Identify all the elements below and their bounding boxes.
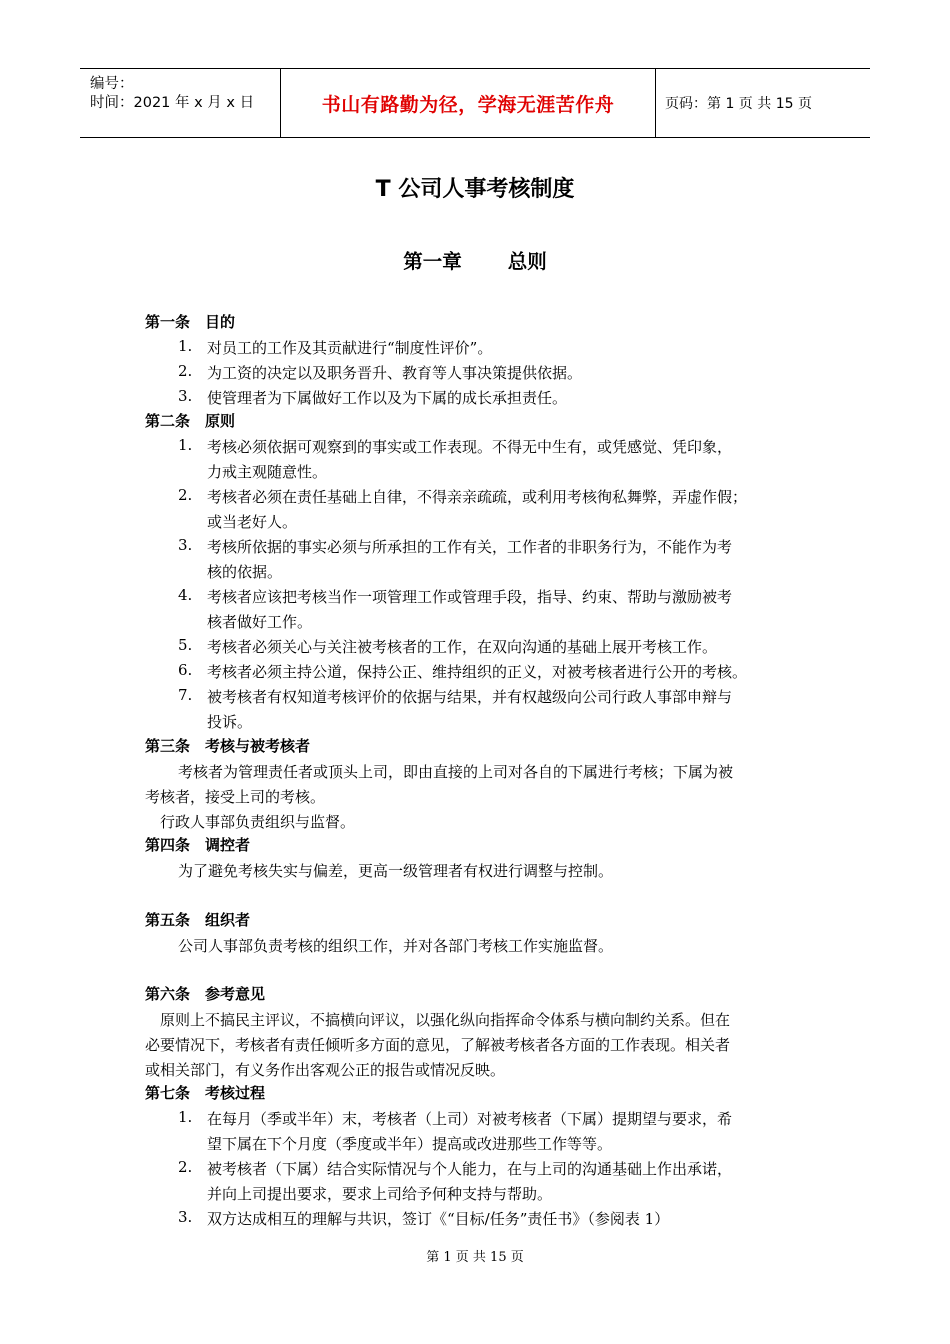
article-3-heading: 第三条 考核与被考核者 xyxy=(145,737,311,755)
list-item-cont: 投诉。 xyxy=(207,713,253,731)
list-number: 7. xyxy=(178,686,193,704)
article-7-heading: 第七条 考核过程 xyxy=(145,1084,266,1102)
list-item-cont: 力戒主观随意性。 xyxy=(207,463,328,481)
list-number: 5. xyxy=(178,636,193,654)
list-number: 6. xyxy=(178,661,193,679)
list-number: 2. xyxy=(178,1158,193,1176)
motto: 书山有路勤为径，学海无涯苦作舟 xyxy=(321,93,615,116)
list-item-cont: 核的依据。 xyxy=(207,563,283,581)
paragraph: 考核者为管理责任者或顶头上司，即由直接的上司对各自的下属进行考核；下属为被 xyxy=(178,763,734,781)
list-number: 2. xyxy=(178,362,193,380)
article-2-heading: 第二条 原则 xyxy=(145,412,236,430)
paragraph-cont: 考核者，接受上司的考核。 xyxy=(145,788,326,806)
list-number: 3. xyxy=(178,536,193,554)
list-item: 被考核者（下属）结合实际情况与个人能力，在与上司的沟通基础上作出承诺， xyxy=(207,1160,733,1178)
list-item-cont: 或当老好人。 xyxy=(207,513,298,531)
list-item: 双方达成相互的理解与共识，签订《“目标/任务”责任书》（参阅表 1） xyxy=(207,1210,670,1228)
list-number: 3. xyxy=(178,387,193,405)
article-5-heading: 第五条 组织者 xyxy=(145,911,251,929)
list-number: 4. xyxy=(178,586,193,604)
header-motto-cell xyxy=(280,69,656,137)
paragraph: 行政人事部负责组织与监督。 xyxy=(160,813,356,831)
paragraph-cont: 必要情况下，考核者有责任倾听多方面的意见，了解被考核者各方面的工作表现。相关者 xyxy=(145,1036,731,1054)
document-title: T 公司人事考核制度 xyxy=(375,177,575,202)
list-number: 1. xyxy=(178,337,193,355)
article-6-heading: 第六条 参考意见 xyxy=(145,985,266,1003)
list-number: 1. xyxy=(178,436,193,454)
list-item: 在每月（季或半年）末，考核者（上司）对被考核者（下属）提期望与要求，希 xyxy=(207,1110,733,1128)
article-1-heading: 第一条 目的 xyxy=(145,313,236,331)
time-label: 时间：2021 年 x 月 x 日 xyxy=(90,95,255,111)
page-header xyxy=(80,68,870,138)
list-item: 考核者必须在责任基础上自律，不得亲亲疏疏，或利用考核徇私舞弊，弄虚作假； xyxy=(207,488,748,506)
list-item: 考核者必须主持公道，保持公正、维持组织的正义，对被考核者进行公开的考核。 xyxy=(207,663,748,681)
list-item: 考核所依据的事实必须与所承担的工作有关，工作者的非职务行为，不能作为考 xyxy=(207,538,733,556)
list-item-cont: 望下属在下个月度（季度或半年）提高或改进那些工作等等。 xyxy=(207,1135,613,1153)
list-item: 考核者必须关心与关注被考核者的工作，在双向沟通的基础上展开考核工作。 xyxy=(207,638,718,656)
list-number: 1. xyxy=(178,1108,193,1126)
page-info: 页码：第 1 页 共 15 页 xyxy=(665,96,812,112)
paragraph: 为了避免考核失实与偏差，更高一级管理者有权进行调整与控制。 xyxy=(178,862,614,880)
list-number: 3. xyxy=(178,1208,193,1226)
list-item: 使管理者为下属做好工作以及为下属的成长承担责任。 xyxy=(207,389,568,407)
paragraph-cont: 或相关部门，有义务作出客观公正的报告或情况反映。 xyxy=(145,1061,506,1079)
page-footer: 第 1 页 共 15 页 xyxy=(426,1250,524,1265)
list-item-cont: 并向上司提出要求，要求上司给予何种支持与帮助。 xyxy=(207,1185,553,1203)
chapter-number: 第一章 xyxy=(403,250,462,273)
chapter-heading xyxy=(0,246,950,274)
code-label: 编号： xyxy=(90,76,134,92)
chapter-name: 总则 xyxy=(507,250,547,273)
header-left xyxy=(80,69,280,137)
list-item: 被考核者有权知道考核评价的依据与结果，并有权越级向公司行政人事部申辩与 xyxy=(207,688,733,706)
list-item: 考核者应该把考核当作一项管理工作或管理手段，指导、约束、帮助与激励被考 xyxy=(207,588,733,606)
list-number: 2. xyxy=(178,486,193,504)
article-4-heading: 第四条 调控者 xyxy=(145,836,251,854)
paragraph: 原则上不搞民主评议，不搞横向评议，以强化纵向指挥命令体系与横向制约关系。但在 xyxy=(160,1011,731,1029)
list-item-cont: 核者做好工作。 xyxy=(207,613,313,631)
paragraph: 公司人事部负责考核的组织工作，并对各部门考核工作实施监督。 xyxy=(178,937,614,955)
header-right xyxy=(655,69,870,137)
list-item: 对员工的工作及其贡献进行“制度性评价”。 xyxy=(207,339,493,357)
list-item: 考核必须依据可观察到的事实或工作表现。不得无中生有，或凭感觉、凭印象， xyxy=(207,438,733,456)
list-item: 为工资的决定以及职务晋升、教育等人事决策提供依据。 xyxy=(207,364,583,382)
